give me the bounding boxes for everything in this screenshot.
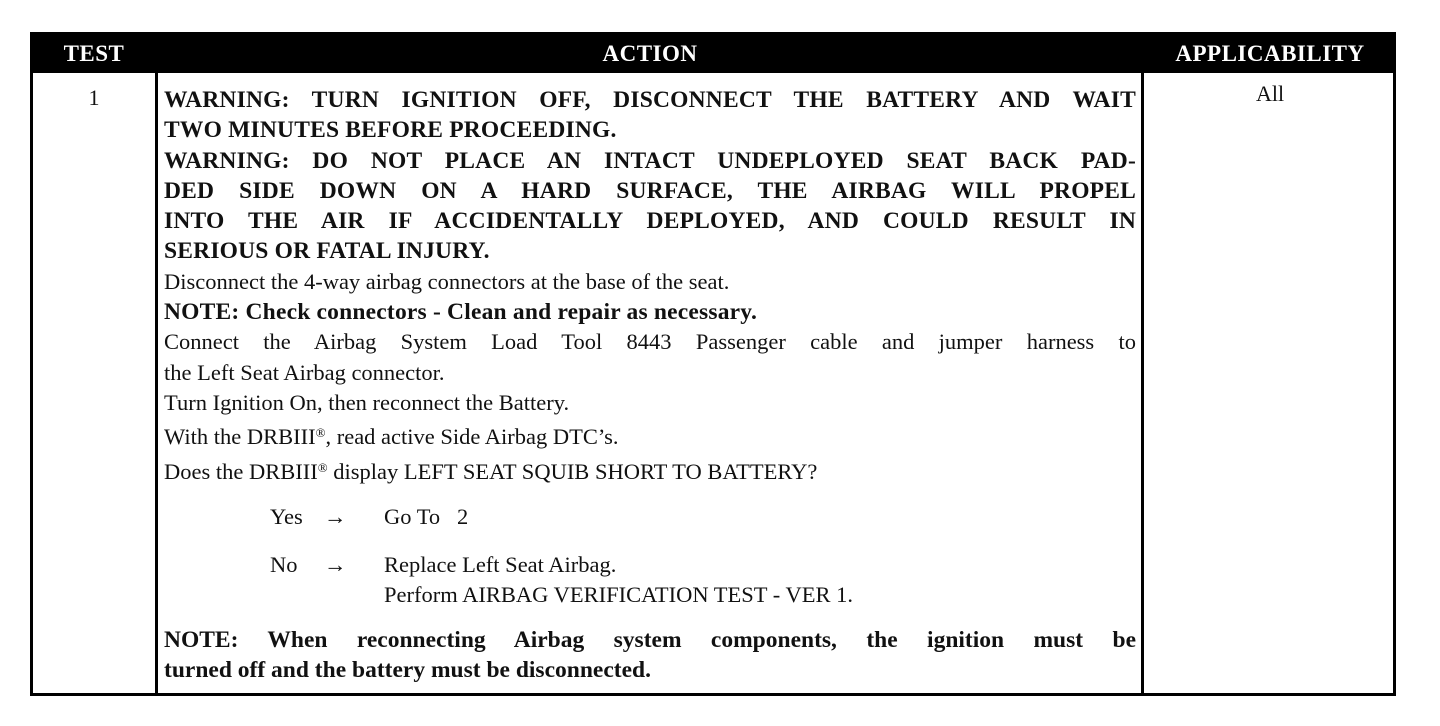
warning-line: DED SIDE DOWN ON A HARD SURFACE, THE AIRBAG WILL PROPEL xyxy=(164,177,1136,204)
instruction-line: Connect the Airbag System Load Tool 8443 Passenger cable and jumper harness to xyxy=(164,329,1136,355)
arrow-right-icon: → xyxy=(324,504,347,529)
test-number: 1 xyxy=(88,85,100,110)
registered-mark: ® xyxy=(315,425,326,441)
question-text: Does the DRBIII xyxy=(164,458,318,484)
header-applicability: APPLICABILITY xyxy=(1175,41,1365,66)
instruction-line: Turn Ignition On, then reconnect the Battery. xyxy=(164,389,570,415)
no-branch xyxy=(270,550,616,580)
diagnostic-test-table xyxy=(30,32,1396,696)
arrow-right-icon: → xyxy=(324,552,347,577)
header-test: TEST xyxy=(63,41,125,66)
table-header xyxy=(33,35,1393,73)
question-line xyxy=(164,453,1136,487)
final-note xyxy=(164,625,1136,686)
no-label: No xyxy=(270,552,298,577)
warning-line: TWO MINUTES BEFORE PROCEEDING. xyxy=(164,117,617,144)
applicability-value: All xyxy=(1255,81,1285,106)
final-note-line: NOTE: When reconnecting Airbag system components, the ignition must be xyxy=(164,627,1136,653)
instruction-line xyxy=(164,418,1136,452)
registered-mark: ® xyxy=(317,459,328,475)
yes-branch xyxy=(270,502,468,532)
instruction-text: With the DRBIII xyxy=(164,424,316,450)
action-text xyxy=(164,85,1136,487)
instruction-line: the Left Seat Airbag connector. xyxy=(164,359,445,385)
warning-line: INTO THE AIR IF ACCIDENTALLY DEPLOYED, AND COULD RESULT IN xyxy=(164,208,1136,235)
final-note-line: turned off and the battery must be disconnected. xyxy=(164,657,651,684)
column-divider xyxy=(1141,73,1144,693)
warning-line: WARNING: DO NOT PLACE AN INTACT UNDEPLOYED SEAT BACK PAD- xyxy=(164,147,1136,174)
question-text: display LEFT SEAT SQUIB SHORT TO BATTERY? xyxy=(327,458,818,484)
yes-label: Yes xyxy=(270,504,303,529)
header-action: ACTION xyxy=(602,41,698,66)
no-destination-line-2: Perform AIRBAG VERIFICATION TEST - VER 1. xyxy=(384,582,853,607)
warning-line: SERIOUS OR FATAL INJURY. xyxy=(164,238,490,265)
warning-line: WARNING: TURN IGNITION OFF, DISCONNECT THE BATTERY AND WAIT xyxy=(164,87,1136,113)
instruction-text: , read active Side Airbag DTC’s. xyxy=(325,424,619,450)
no-destination: Replace Left Seat Airbag. xyxy=(384,552,617,577)
column-divider xyxy=(155,73,158,693)
yes-destination: Go To 2 xyxy=(384,504,469,529)
note-line: NOTE: Check connectors - Clean and repair as necessary. xyxy=(164,299,758,326)
instruction-line: Disconnect the 4-way airbag connectors at the base of the seat. xyxy=(164,268,730,294)
